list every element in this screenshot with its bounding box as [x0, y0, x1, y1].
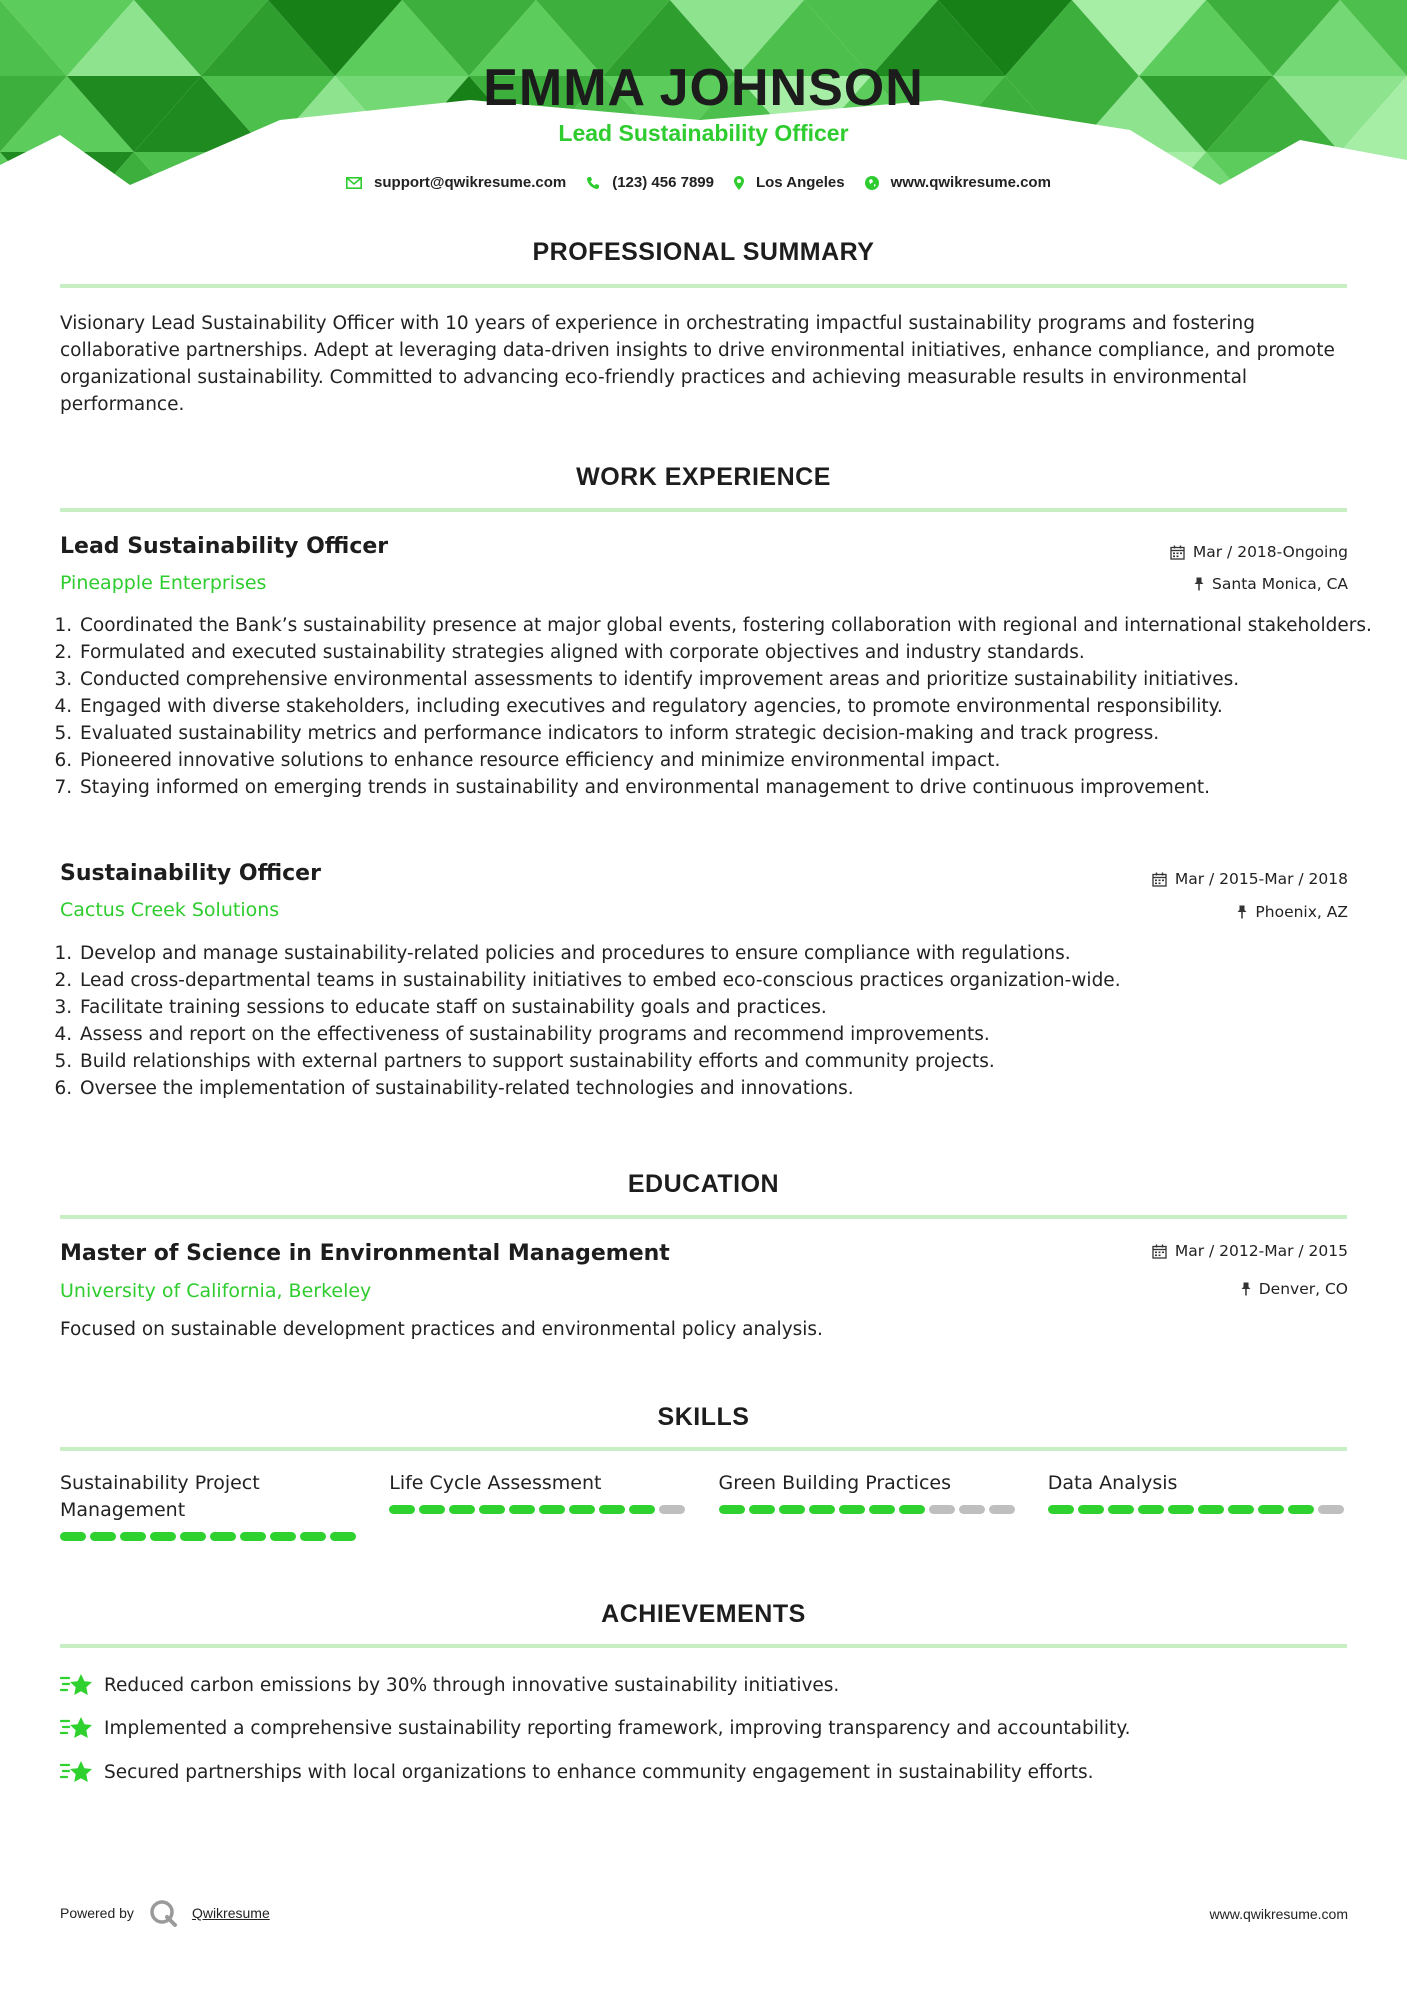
job-title: Lead Sustainability Officer [60, 534, 389, 559]
skill-dot [929, 1505, 955, 1514]
summary-divider [60, 284, 1347, 288]
job-dates [1152, 870, 1348, 888]
skill-dot [1318, 1505, 1344, 1514]
achievement-item [60, 1715, 1131, 1741]
skill-level-bar [1048, 1505, 1347, 1514]
location-text: Los Angeles [755, 174, 845, 191]
list-item: 6. Pioneered innovative solutions to enhance resource efficiency and minimize environmental impact. [78, 747, 1378, 774]
phone-text: (123) 456 7899 [612, 174, 714, 191]
pushpin-icon [1237, 905, 1247, 919]
skill-item [719, 1470, 1018, 1541]
list-item: 4. Engaged with diverse stakeholders, including executives and regulatory agencies, to promote environmental responsibility. [78, 693, 1378, 720]
skill-level-bar [60, 1532, 359, 1541]
job-dates [1170, 543, 1348, 561]
education-divider [60, 1215, 1347, 1219]
skill-dot [1048, 1505, 1074, 1514]
candidate-title: Lead Sustainability Officer [558, 120, 849, 146]
achievement-text: Reduced carbon emissions by 30% through innovative sustainability initiatives. [104, 1674, 840, 1696]
skills-divider [60, 1447, 1347, 1451]
skills-list [60, 1470, 1347, 1541]
footer-powered-by [60, 1898, 270, 1928]
skill-dot [629, 1505, 655, 1514]
achievements-heading: ACHIEVEMENTS [601, 1600, 806, 1628]
job-location-text: Santa Monica, CA [1212, 575, 1348, 593]
skill-dot [240, 1532, 266, 1541]
achievements-divider [60, 1644, 1347, 1648]
contact-email[interactable] [346, 174, 566, 191]
achievement-text: Secured partnerships with local organizations to enhance community engagement in sustainability efforts. [104, 1761, 1094, 1783]
skill-dot [1168, 1505, 1194, 1514]
skill-dot [479, 1505, 505, 1514]
map-pin-icon [734, 176, 744, 190]
skill-dot [180, 1532, 206, 1541]
list-item: 2. Formulated and executed sustainability strategies aligned with corporate objectives and industry standards. [78, 639, 1378, 666]
skill-dot [809, 1505, 835, 1514]
list-item: 7. Staying informed on emerging trends in sustainability and environmental management to drive continuous improvement. [78, 774, 1378, 801]
skill-dot [1288, 1505, 1314, 1514]
list-item: 3. Facilitate training sessions to educate staff on sustainability goals and practices. [78, 994, 1378, 1021]
qwikresume-logo-icon [148, 1898, 178, 1928]
skill-dot [120, 1532, 146, 1541]
list-item: 5. Build relationships with external partners to support sustainability efforts and community projects. [78, 1048, 1378, 1075]
skill-dot [749, 1505, 775, 1514]
job-dates-text: Mar / 2015-Mar / 2018 [1174, 870, 1348, 888]
skill-dot [659, 1505, 685, 1514]
skill-item [60, 1470, 359, 1541]
skill-dot [539, 1505, 565, 1514]
skill-level-bar [389, 1505, 688, 1514]
star-icon [60, 1672, 94, 1698]
skill-dot [779, 1505, 805, 1514]
list-item: 5. Evaluated sustainability metrics and performance indicators to inform strategic decision-making and track progress. [78, 720, 1378, 747]
skill-dot [419, 1505, 445, 1514]
skills-heading: SKILLS [657, 1403, 750, 1431]
list-item: 3. Conducted comprehensive environmental assessments to identify improvement areas and prioritize sustainability initiatives. [78, 666, 1378, 693]
star-icon [60, 1759, 94, 1785]
skill-dot [959, 1505, 985, 1514]
skill-dot [449, 1505, 475, 1514]
contact-bar [0, 174, 1407, 191]
job-company: Cactus Creek Solutions [60, 899, 280, 921]
skill-dot [210, 1532, 236, 1541]
job-bullets [52, 612, 1378, 801]
job-location-text: Phoenix, AZ [1255, 903, 1348, 921]
job-location [1237, 903, 1348, 921]
skill-dot [869, 1505, 895, 1514]
skill-dot [899, 1505, 925, 1514]
skill-dot [60, 1532, 86, 1541]
experience-heading: WORK EXPERIENCE [576, 463, 831, 491]
calendar-icon [1170, 545, 1185, 560]
job-dates-text: Mar / 2018-Ongoing [1192, 543, 1348, 561]
skill-dot [719, 1505, 745, 1514]
job-location [1194, 575, 1348, 593]
job-title: Sustainability Officer [60, 861, 321, 886]
globe-icon [865, 176, 879, 190]
list-item: 1. Develop and manage sustainability-related policies and procedures to ensure compliance with regulations. [78, 940, 1378, 967]
skill-dot [1108, 1505, 1134, 1514]
skill-dot [1078, 1505, 1104, 1514]
school-name: University of California, Berkeley [60, 1280, 372, 1302]
pushpin-icon [1241, 1282, 1251, 1296]
skill-dot [150, 1532, 176, 1541]
skill-dot [599, 1505, 625, 1514]
skill-name: Green Building Practices [718, 1472, 951, 1494]
list-item: 1. Coordinated the Bank’s sustainability presence at major global events, fostering collaboration with regional and international stakeholders. [78, 612, 1378, 639]
skill-dot [300, 1532, 326, 1541]
skill-dot [509, 1505, 535, 1514]
skill-dot [270, 1532, 296, 1541]
skill-name: Sustainability Project Management [60, 1472, 260, 1521]
skill-dot [1258, 1505, 1284, 1514]
skill-dot [989, 1505, 1015, 1514]
phone-icon [586, 176, 600, 190]
pushpin-icon [1194, 577, 1204, 591]
job-bullets [52, 940, 1378, 1102]
list-item: 4. Assess and report on the effectiveness of sustainability programs and recommend improvements. [78, 1021, 1378, 1048]
skill-item [389, 1470, 688, 1541]
calendar-icon [1152, 872, 1167, 887]
skill-dot [330, 1532, 356, 1541]
education-location-text: Denver, CO [1258, 1280, 1348, 1298]
education-dates [1152, 1242, 1348, 1260]
summary-text: Visionary Lead Sustainability Officer with 10 years of experience in orchestrating impactful sustainability programs and fostering collaborative partnerships. Adept at leveraging data-driven insights to drive environmental initiatives, enhance compliance, and promote organizational sustainability. Committed to advancing eco-friendly practices and achieving measurable results in environmental performance. [60, 313, 1335, 415]
footer-website[interactable]: www.qwikresume.com [1209, 1906, 1348, 1922]
contact-location [734, 174, 845, 191]
powered-by-label: Powered by [60, 1905, 134, 1921]
candidate-name: EMMA JOHNSON [483, 59, 924, 117]
list-item: 2. Lead cross-departmental teams in sustainability initiatives to embed eco-conscious practices organization-wide. [78, 967, 1378, 994]
education-heading: EDUCATION [627, 1170, 780, 1198]
list-item: 6. Oversee the implementation of sustainability-related technologies and innovations. [78, 1075, 1378, 1102]
website-text: www.qwikresume.com [890, 174, 1051, 191]
education-location [1241, 1280, 1348, 1298]
degree-title: Master of Science in Environmental Management [60, 1241, 670, 1266]
skill-name: Life Cycle Assessment [389, 1472, 602, 1494]
skill-dot [1138, 1505, 1164, 1514]
education-dates-text: Mar / 2012-Mar / 2015 [1174, 1242, 1348, 1260]
calendar-icon [1152, 1244, 1167, 1259]
skill-dot [1198, 1505, 1224, 1514]
contact-phone[interactable] [586, 174, 714, 191]
job-company: Pineapple Enterprises [60, 572, 267, 594]
summary-heading: PROFESSIONAL SUMMARY [532, 238, 875, 266]
star-icon [60, 1715, 94, 1741]
skill-level-bar [719, 1505, 1018, 1514]
education-description: Focused on sustainable development practices and environmental policy analysis. [60, 1319, 823, 1340]
skill-dot [90, 1532, 116, 1541]
achievement-text: Implemented a comprehensive sustainability reporting framework, improving transparency and accountability. [104, 1717, 1131, 1739]
achievement-item [60, 1759, 1093, 1785]
email-text: support@qwikresume.com [374, 174, 567, 191]
skill-dot [569, 1505, 595, 1514]
skill-name: Data Analysis [1047, 1472, 1178, 1494]
contact-website[interactable] [865, 174, 1051, 191]
skill-dot [1228, 1505, 1254, 1514]
skill-dot [389, 1505, 415, 1514]
experience-divider [60, 508, 1347, 512]
skill-item [1048, 1470, 1347, 1541]
qwikresume-link[interactable]: Qwikresume [191, 1905, 270, 1921]
achievement-item [60, 1672, 839, 1698]
envelope-icon [346, 177, 362, 189]
skill-dot [839, 1505, 865, 1514]
